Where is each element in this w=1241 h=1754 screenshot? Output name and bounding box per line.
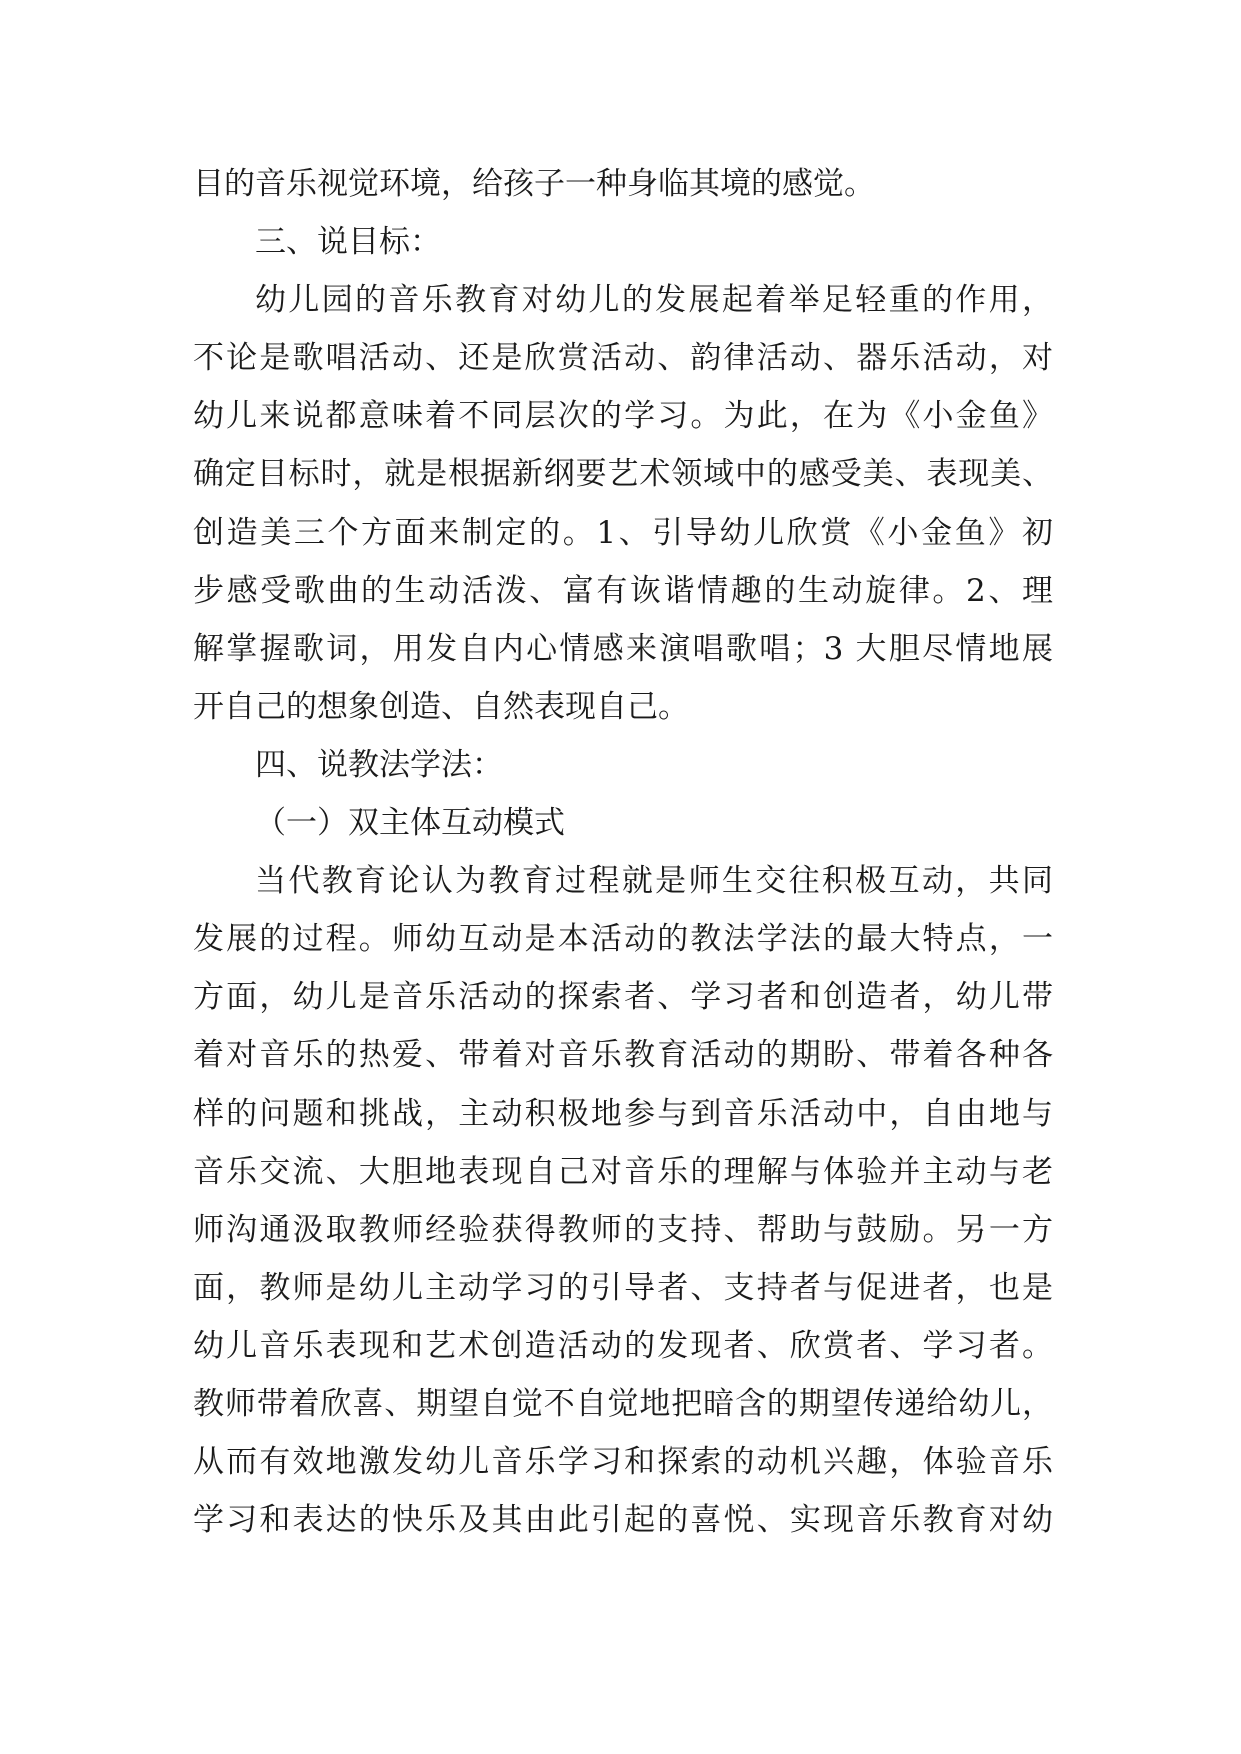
paragraph-line: 创造美三个方面来制定的。1、引导幼儿欣赏《小金鱼》初 [193, 514, 1053, 551]
paragraph-line: 教师带着欣喜、期望自觉不自觉地把暗含的期望传递给幼儿， [193, 1385, 1053, 1422]
paragraph-line: 当代教育论认为教育过程就是师生交往积极互动，共同 [255, 863, 1053, 900]
paragraph-line: 幼儿来说都意味着不同层次的学习。为此，在为《小金鱼》 [193, 398, 1053, 435]
paragraph-line: 目的音乐视觉环境，给孩子一种身临其境的感觉。 [193, 166, 875, 202]
paragraph-line: 音乐交流、大胆地表现自己对音乐的理解与体验并主动与老 [193, 1153, 1053, 1190]
section-heading: 三、说目标： [255, 224, 441, 261]
paragraph-line: 学习和表达的快乐及其由此引起的喜悦、实现音乐教育对幼 [193, 1502, 1053, 1539]
paragraph-line: 样的问题和挑战，主动积极地参与到音乐活动中，自由地与 [193, 1095, 1053, 1132]
paragraph-line: 幼儿音乐表现和艺术创造活动的发现者、欣赏者、学习者。 [193, 1327, 1053, 1364]
section-heading: 四、说教法学法： [255, 746, 503, 783]
paragraph-line: 不论是歌唱活动、还是欣赏活动、韵律活动、器乐活动，对 [193, 340, 1053, 377]
paragraph-line: 师沟通汲取教师经验获得教师的支持、帮助与鼓励。另一方 [193, 1211, 1053, 1248]
subsection-heading: （一）双主体互动模式 [255, 805, 565, 842]
document-body [193, 155, 1053, 1549]
paragraph-line: 方面，幼儿是音乐活动的探索者、学习者和创造者，幼儿带 [193, 979, 1053, 1016]
paragraph-line: 从而有效地激发幼儿音乐学习和探索的动机兴趣，体验音乐 [193, 1444, 1053, 1481]
paragraph-line: 幼儿园的音乐教育对幼儿的发展起着举足轻重的作用， [255, 282, 1053, 319]
paragraph-line: 发展的过程。师幼互动是本活动的教法学法的最大特点，一 [193, 921, 1053, 958]
paragraph-line: 开自己的想象创造、自然表现自己。 [193, 688, 689, 725]
paragraph-line: 解掌握歌词，用发自内心情感来演唱歌唱；3 大胆尽情地展 [193, 630, 1053, 667]
paragraph-line: 确定目标时，就是根据新纲要艺术领域中的感受美、表现美、 [193, 456, 1053, 493]
paragraph-line: 着对音乐的热爱、带着对音乐教育活动的期盼、带着各种各 [193, 1037, 1053, 1074]
paragraph-line: 步感受歌曲的生动活泼、富有诙谐情趣的生动旋律。2、理 [193, 572, 1053, 609]
paragraph-line: 面，教师是幼儿主动学习的引导者、支持者与促进者，也是 [193, 1269, 1053, 1306]
